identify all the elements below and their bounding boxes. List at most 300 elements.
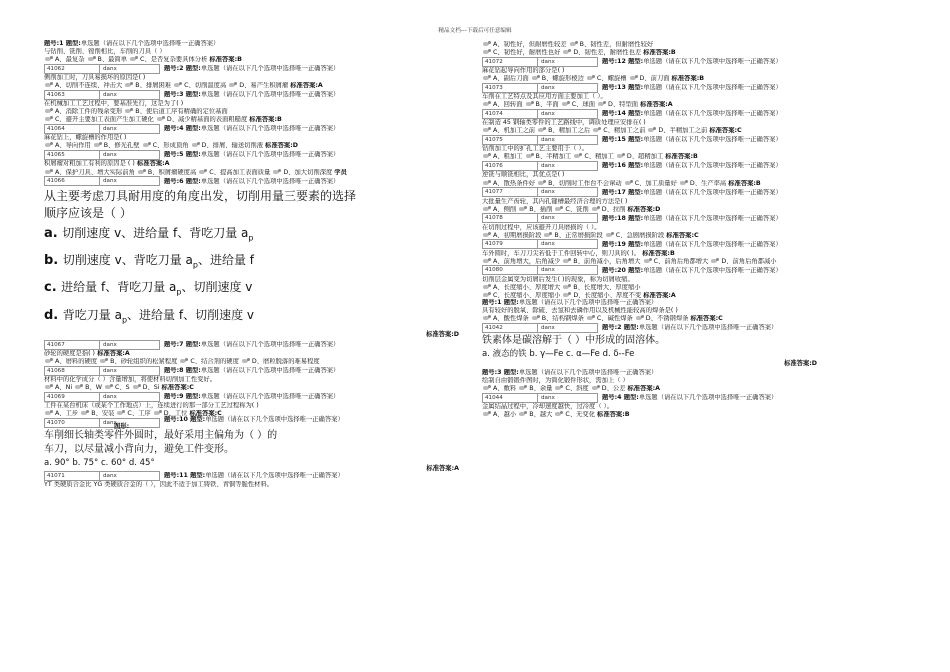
option[interactable]: D、生产率高 <box>689 179 729 187</box>
option[interactable]: D、前角后角都减小 <box>721 257 777 265</box>
option[interactable]: C、避开主要加工表面产生加工硬化 <box>55 116 156 124</box>
question-stem <box>44 48 459 55</box>
option[interactable]: C、形成顶角 <box>152 142 191 150</box>
question-number: 题号:12 <box>602 58 629 66</box>
option-icon <box>544 232 553 238</box>
question-stem <box>44 134 459 141</box>
question-header <box>602 215 782 222</box>
figure-option[interactable] <box>44 249 459 276</box>
question-desc: 单选题（请在以下几个选项中选择唯一正确答案） <box>643 214 782 222</box>
figure-option[interactable]: d. δ--Fe <box>602 349 635 360</box>
option-icon <box>680 180 689 186</box>
question-stem <box>482 67 897 74</box>
option-icon <box>100 358 109 364</box>
page-header: 精品文档---下载后可任意编辑 <box>438 28 512 34</box>
options-line <box>44 384 459 391</box>
option[interactable]: C、提高加工表面质量 <box>209 168 273 176</box>
option[interactable]: A、导向作用 <box>55 142 93 150</box>
question-header <box>602 189 782 196</box>
question-header <box>602 394 777 401</box>
question-type: danx <box>100 124 160 134</box>
option-icon <box>526 153 535 159</box>
option-icon <box>519 411 528 417</box>
option[interactable]: A、越小 <box>493 411 519 419</box>
options-line <box>482 153 897 160</box>
figure-option[interactable]: a. 液态的铁 <box>482 349 530 360</box>
option[interactable]: C、无变化 <box>565 411 598 419</box>
question-type-label: 题型: <box>628 84 644 92</box>
option-subscript: p <box>192 260 198 270</box>
option-icon <box>644 258 653 264</box>
answer-label: 标准答案:A <box>627 385 661 393</box>
option-text: 、进给量 f、切削速度 v <box>127 307 254 322</box>
option[interactable]: B、砂轮组织的松紧程度 <box>110 358 180 366</box>
option-letter: c. <box>44 280 62 296</box>
option[interactable]: B、插削 <box>529 205 555 213</box>
question-stem <box>482 171 897 178</box>
option-subscript: p <box>248 232 254 242</box>
question-type-label: 题型: <box>185 341 201 349</box>
question-number: 题号:13 <box>602 84 629 92</box>
question-type-label: 题型: <box>628 58 644 66</box>
option-icon <box>180 358 189 364</box>
option[interactable]: B、前角减小，后角增大 <box>573 257 643 265</box>
question-number: 题号:5 <box>164 151 186 159</box>
answer-label: 标准答案:D <box>265 142 298 150</box>
options-line <box>482 385 897 392</box>
option[interactable]: C、精加工之前 <box>603 127 648 135</box>
option[interactable]: A、韧性好，但耐磨性较差 <box>493 41 569 48</box>
option[interactable]: C、切削温度高 <box>184 82 229 90</box>
question-id: 41044 <box>482 393 538 403</box>
option[interactable]: A、消除工件的残余变形 <box>55 108 125 116</box>
question-number: 题号:16 <box>602 162 629 170</box>
question-number: 题号:1 <box>482 298 504 306</box>
option-text: 背吃刀量 a <box>62 307 122 322</box>
option[interactable]: B、W <box>85 384 104 392</box>
option-icon <box>562 101 571 107</box>
question-desc: 单选题（请在以下几个选项中选择唯一正确答案） <box>643 240 782 248</box>
option-icon <box>125 82 134 88</box>
answer-label: 标准答案:D <box>627 205 661 213</box>
question-id-bar <box>482 57 897 66</box>
option[interactable]: A、侧削 <box>493 205 519 213</box>
answer-label: 标准答案:A <box>134 160 170 168</box>
option-text: 切削速度 v、背吃刀量 a <box>62 252 193 267</box>
stem-text: 材料中的化学成分（ ）含量增加，将使材料切削加工性变好。 <box>44 376 217 384</box>
option[interactable]: D、公差 <box>601 385 628 393</box>
question-id-bar <box>44 415 459 430</box>
figure-option[interactable] <box>44 304 459 331</box>
option-icon <box>483 49 492 55</box>
question-desc: 单选题（请在以下几个选项中选择唯一正确答案） <box>205 415 344 423</box>
option-icon <box>617 153 626 159</box>
question-id: 41074 <box>482 109 538 119</box>
question-id-bar <box>482 135 897 144</box>
option-icon <box>625 180 634 186</box>
option[interactable]: C、S <box>114 384 132 392</box>
option[interactable]: C、碱性焊条 <box>596 315 635 323</box>
question-id-bar <box>482 323 897 332</box>
option[interactable]: C、铣削 <box>565 205 591 213</box>
question-stem <box>44 481 459 488</box>
figure-title: 车削细长轴类零件外圆时，最好采用主偏角为（ ）的 <box>44 430 278 442</box>
option[interactable]: D、排屑、输送切削液 <box>201 142 266 150</box>
question-desc: 单选题（请在以下几个选项中选择唯一正确答案） <box>205 472 344 480</box>
question-id-bar <box>44 90 459 99</box>
question-number: 题号:14 <box>602 110 629 118</box>
option[interactable]: D、长度缩小、厚度不变 <box>573 291 644 299</box>
option[interactable]: A、散热条件好 <box>493 179 538 187</box>
option-icon <box>555 411 564 417</box>
option-subscript: p <box>121 315 128 325</box>
question-number: 题号:18 <box>602 214 629 222</box>
question-number: 题号:10 <box>164 415 191 423</box>
option-icon <box>587 75 596 81</box>
option[interactable]: A、Ni <box>55 384 75 392</box>
option[interactable]: A、初期磨损阶段 <box>493 231 544 239</box>
answer-label: 标准答案:A <box>640 101 673 109</box>
option-icon <box>75 384 84 390</box>
question-type: danx <box>100 471 160 481</box>
question-type: danx <box>538 161 598 171</box>
option-icon <box>555 206 564 212</box>
option-icon <box>45 384 54 390</box>
option[interactable]: A、最复杂 <box>55 56 87 64</box>
stem-text: 切削层金属变为切屑后发生( )的现象，称为切屑收缩。 <box>482 275 634 283</box>
options-line <box>482 292 897 299</box>
option[interactable]: D、易产生积屑瘤 <box>239 82 291 90</box>
answer-label: 标准答案:B <box>597 411 630 419</box>
option-icon <box>532 315 541 321</box>
question-type: danx <box>538 109 598 119</box>
question-number: 题号:15 <box>602 136 629 144</box>
options-line <box>482 101 897 108</box>
option[interactable]: C、前角后角都增大 <box>653 257 711 265</box>
option-icon <box>483 75 492 81</box>
option[interactable]: A、机加工之前 <box>493 127 538 135</box>
option-icon <box>483 232 492 238</box>
question-type-label: 题型: <box>628 110 644 118</box>
option[interactable]: C、韧性好，耐磨性也好 <box>493 49 563 57</box>
option[interactable]: B、螺旋形棱边 <box>541 75 586 83</box>
option[interactable]: A、工步 <box>55 410 81 418</box>
question-type-label: 题型: <box>185 125 201 133</box>
option[interactable]: B、切削时工作台不会窜动 <box>548 179 624 187</box>
option[interactable]: C、精加工 <box>584 153 616 161</box>
stem-text: 在制造 45 钢轴类零件的工艺路线中，调质处理应安排在( ) <box>482 119 646 127</box>
question-stem <box>482 93 897 100</box>
option-icon <box>94 142 103 148</box>
option-icon <box>483 292 492 298</box>
option[interactable]: A、切削不连续、冲击大 <box>55 82 125 90</box>
answer-label: 标准答案:B <box>671 75 705 83</box>
question-type-label: 题型: <box>623 324 639 332</box>
question-stem <box>482 119 897 126</box>
question-id: 41064 <box>44 124 100 134</box>
answer-label: 标准答案:D <box>784 360 817 368</box>
answer-label: 标准答案:C <box>189 410 222 418</box>
stem-text: 大批量生产齿轮，其内孔键槽最经济合理的方法是( ) <box>482 197 628 205</box>
option[interactable]: D、半精加工之前 <box>658 127 710 135</box>
stem-text: 车削在工艺特点及其应用方面主要加工（ ）。 <box>482 93 607 101</box>
option[interactable]: D、拉削 <box>601 205 628 213</box>
question-id-bar <box>482 109 897 118</box>
option-icon <box>483 206 492 212</box>
option-icon <box>273 169 282 175</box>
option[interactable]: C、螺旋槽 <box>596 75 629 83</box>
option[interactable]: B、修光孔壁 <box>103 142 142 150</box>
option-icon <box>592 385 601 391</box>
options-line <box>482 258 897 265</box>
stem-text: 逆铣与顺铣相比，其优点是( ) <box>482 171 565 179</box>
question-stem <box>44 376 459 383</box>
options-line <box>44 169 459 176</box>
answer-label: 标准答案:B <box>643 49 676 57</box>
option[interactable]: B、排屑困难 <box>135 82 174 90</box>
question-type-label: 题型: <box>628 188 644 196</box>
question-type: danx <box>538 239 598 249</box>
question-desc: 单选题（请在以下几个选项中选择唯一正确答案） <box>200 367 340 375</box>
question-id: 41070 <box>44 418 100 428</box>
option-text: 、进给量 f <box>197 252 254 267</box>
figure-title: 顺序应该是（ ） <box>44 205 132 220</box>
question-type-label: 题型: <box>65 40 81 47</box>
question-stem <box>482 145 897 152</box>
question-id: 41065 <box>44 150 100 160</box>
question-id: 41075 <box>482 135 538 145</box>
option-text: 、切削速度 v <box>181 280 253 295</box>
question-id: 41080 <box>482 265 538 275</box>
question-desc: 单选题（请在以下几个选项中选择唯一正确答案） <box>643 188 782 196</box>
option[interactable]: B、最简单 <box>97 56 130 64</box>
option[interactable]: D、超精加工 <box>626 153 666 161</box>
question-id-bar <box>482 266 897 275</box>
option-icon <box>587 315 596 321</box>
question-type-label: 题型: <box>503 369 519 377</box>
question-type-label: 题型: <box>628 136 644 144</box>
option-icon <box>606 232 615 238</box>
question-type: danx <box>100 176 160 186</box>
question-type-label: 题型: <box>628 266 644 274</box>
question-id: 41076 <box>482 161 538 171</box>
answer-label: 标准答案:C <box>690 315 723 323</box>
option-icon <box>45 142 54 148</box>
option-icon <box>45 116 54 122</box>
question-header <box>164 151 339 158</box>
question-id: 41069 <box>44 392 100 402</box>
question-id-bar <box>482 240 897 249</box>
question-number: 题号:3 <box>164 91 186 99</box>
question-number: 题号:7 <box>164 341 186 349</box>
option[interactable]: C、球面 <box>571 101 598 109</box>
option-icon <box>483 385 492 391</box>
option[interactable]: B、韧性差，但耐磨性较好 <box>579 41 654 48</box>
answer-label: 标准答案:D <box>426 331 459 339</box>
question-header <box>482 299 897 306</box>
figure-title: 铁素体是碳溶解于（ ）中形成的固溶体。 <box>482 335 666 347</box>
option-icon <box>45 82 54 88</box>
option-icon <box>483 127 492 133</box>
stem-text: 金属结晶过程中，冷却速度越快，过冷度（ ）。 <box>482 403 614 411</box>
question-number: 题号:2 <box>602 324 624 332</box>
option-icon <box>45 169 54 175</box>
left-column <box>44 40 459 489</box>
option[interactable]: B、结构钢焊条 <box>541 315 586 323</box>
option[interactable]: C、急剧磨损阶段 <box>615 231 667 239</box>
option-icon <box>154 410 163 416</box>
option[interactable]: D、Si <box>142 384 162 392</box>
question-type: danx <box>538 265 598 275</box>
question-type-label: 题型: <box>503 298 519 306</box>
figure-option[interactable] <box>44 222 459 249</box>
figure-options <box>44 457 459 473</box>
option-icon <box>81 410 90 416</box>
options-line <box>482 411 897 418</box>
option-icon <box>519 385 528 391</box>
option[interactable]: D、韧性差，耐磨性也差 <box>573 49 644 57</box>
option-icon <box>130 56 139 62</box>
question-stem <box>44 402 459 409</box>
option[interactable]: A、回转面 <box>493 101 525 109</box>
option[interactable]: B、精加工之后 <box>548 127 593 135</box>
option[interactable]: B、平面 <box>535 101 561 109</box>
option[interactable]: B、使后道工序有精确的定位基面 <box>135 108 228 116</box>
question-number: 题号:2 <box>164 65 186 73</box>
question-type: danx <box>538 187 598 197</box>
option-icon <box>483 101 492 107</box>
figure-options <box>482 348 897 360</box>
option[interactable]: A、副后刀面 <box>493 75 531 83</box>
options-line <box>482 206 897 213</box>
option-icon <box>532 75 541 81</box>
question-number: 题号:6 <box>164 177 186 185</box>
option[interactable]: B、正常磨损阶段 <box>554 231 605 239</box>
option[interactable]: A、酸性焊条 <box>493 315 531 323</box>
question-header <box>44 40 459 47</box>
stem-text: 具有较好的脱氧、除硫、去氢和去磷作用以及机械性能较高的焊条是( ) <box>482 307 678 315</box>
option-icon <box>133 384 142 390</box>
answer-label: 标准答案:B <box>209 56 242 64</box>
figure-option[interactable] <box>44 276 459 303</box>
option-icon <box>526 101 535 107</box>
option-icon <box>229 82 238 88</box>
question-type-label: 题型: <box>185 393 201 401</box>
stem-text: 工件在某台机床（或某个工作地点）上，连续进行的那一部分工艺过程称为( ) <box>44 402 259 410</box>
option[interactable]: D、特型面 <box>608 101 641 109</box>
option[interactable]: D、加大切削深度 <box>283 168 335 176</box>
option[interactable]: C、长度缩小、厚度缩小 <box>493 291 563 299</box>
option[interactable]: D、磨粒脱落的难易程度 <box>251 358 320 366</box>
option-icon <box>483 180 492 186</box>
answer-label: 标准答案:A <box>426 465 459 473</box>
stem-text: 车外圆时，车刀刀尖若低于工件回转中心，则刀具的( )。 <box>482 249 641 257</box>
option[interactable]: B、半精加工 <box>535 153 574 161</box>
option[interactable]: B、越大 <box>529 411 555 419</box>
option[interactable]: B、安装 <box>91 410 117 418</box>
question-number: 题号:9 <box>164 393 186 401</box>
figure-option[interactable]: c. α—Fe <box>566 349 603 360</box>
question-type: danx <box>100 392 160 402</box>
question-desc: 单选题（请在以下几个选项中选择唯一正确答案） <box>638 394 778 402</box>
question-type-label: 题型: <box>185 367 201 375</box>
stem-text: YT 类硬质合金比 YG 类硬质合金的（ ），因此不适于加工铸铁、青铜等脆性材料。 <box>44 481 274 489</box>
right-column <box>482 40 897 418</box>
option-icon <box>563 292 572 298</box>
figure-option[interactable]: b. 75° <box>72 458 101 469</box>
figure-option[interactable]: a. 90° <box>44 458 73 469</box>
answer-label: 标准答案:B <box>728 179 761 187</box>
option[interactable]: C、结合剂的硬度 <box>190 358 241 366</box>
option[interactable]: A、保护刀具、增大实际前角 <box>55 168 137 176</box>
question-type: danx <box>100 64 160 74</box>
figure-option[interactable]: c. 60° <box>100 458 129 469</box>
question-stem <box>482 250 897 257</box>
options-line <box>482 49 897 56</box>
answer-label: 标准答案:B <box>640 249 675 257</box>
figure-option[interactable]: d. 45° <box>128 458 155 469</box>
option[interactable]: D、减少精基面的表面粗糙度 <box>166 116 250 124</box>
question-header <box>164 393 339 400</box>
question-header <box>602 162 782 169</box>
option[interactable]: A、敷料 <box>493 385 519 393</box>
stem-text: 砂轮的硬度是指( ) <box>44 350 95 358</box>
option[interactable]: C、加工质量好 <box>634 179 679 187</box>
options-line <box>44 116 459 123</box>
question-header <box>602 241 782 248</box>
question-id: 41078 <box>482 213 538 223</box>
option[interactable]: B、余量 <box>529 385 555 393</box>
option[interactable]: A、前角增大，后角减少 <box>493 257 563 265</box>
question-type: danx <box>100 340 160 350</box>
question-type-label: 题型: <box>628 162 644 170</box>
option[interactable]: D、不锈钢焊条 <box>645 315 691 323</box>
option[interactable]: D、工位 <box>163 410 190 418</box>
question-figure <box>44 188 459 339</box>
option[interactable]: B、积屑瘤硬度高 <box>147 168 199 176</box>
question-type-label: 题型: <box>628 240 644 248</box>
question-id: 41079 <box>482 239 538 249</box>
question-type: danx <box>100 418 160 428</box>
option-icon <box>483 315 492 321</box>
question-type: danx <box>538 83 598 93</box>
option[interactable]: C、斜度 <box>565 385 591 393</box>
question-header <box>602 267 782 274</box>
question-desc: 单选题（请在以下几个选项中选择唯一正确答案） <box>200 65 340 73</box>
question-header <box>164 472 344 479</box>
option-icon <box>574 153 583 159</box>
question-desc: 单选题（请在以下几个选项中选择唯一正确答案） <box>518 298 658 306</box>
question-desc: 单选题（请在以下几个选项中选择唯一正确答案） <box>643 136 782 144</box>
option[interactable]: A、磨料的硬度 <box>55 358 100 366</box>
option-icon <box>483 411 492 417</box>
question-id-bar <box>44 340 459 349</box>
option[interactable]: A、长度缩小、厚度增大 <box>493 283 563 291</box>
option-icon <box>45 410 54 416</box>
option[interactable]: C、是否复杂要具体分析 <box>140 56 210 64</box>
option[interactable]: A、粗加工 <box>493 153 525 161</box>
figure-option[interactable]: b. γ—Fe <box>529 349 567 360</box>
question-type: danx <box>538 213 598 223</box>
question-desc: 单选题（请在以下几个选项中选择唯一正确答案） <box>638 324 778 332</box>
option[interactable]: C、工序 <box>127 410 153 418</box>
option-letter: b. <box>44 252 63 268</box>
option[interactable]: B、长度增大、厚度缩小 <box>573 283 641 291</box>
question-desc: 单选题（请在以下几个选项中选择唯一正确答案） <box>643 162 782 170</box>
option[interactable]: D、前刀面 <box>639 75 672 83</box>
question-id-bar <box>482 393 897 402</box>
question-number: 题号:17 <box>602 188 629 196</box>
